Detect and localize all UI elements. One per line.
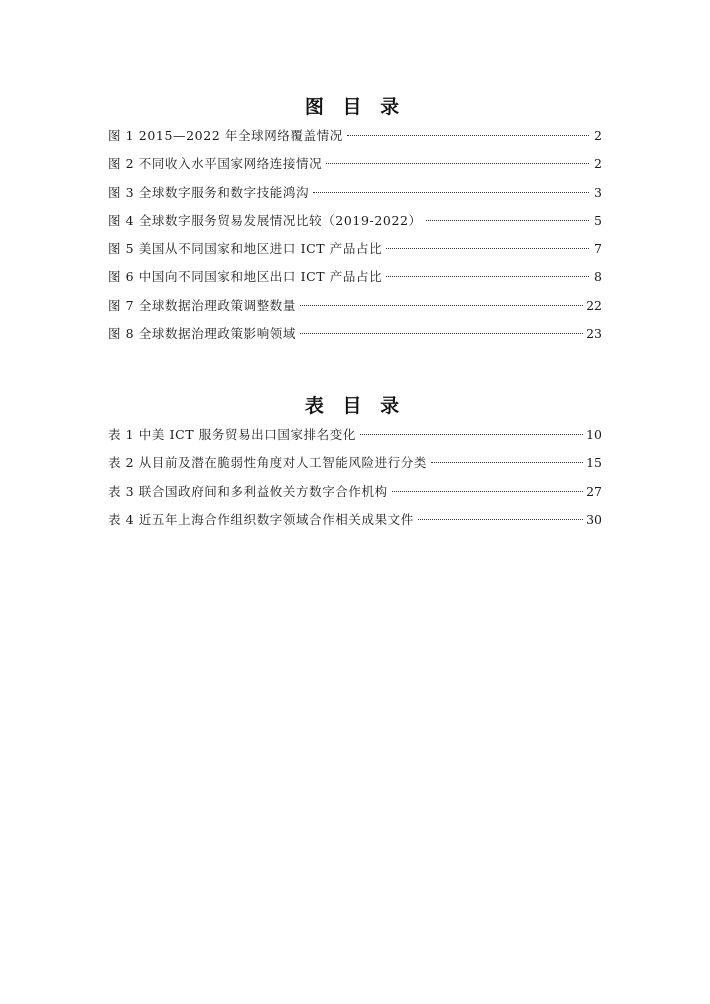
table-toc-title: 表 目 录 [304, 395, 406, 417]
toc-entry-label: 图 6 中国向不同国家和地区出口 ICT 产品占比 [108, 269, 383, 285]
toc-dot-leader [386, 248, 589, 249]
toc-page-number: 2 [594, 156, 602, 172]
table-toc-list [108, 421, 602, 534]
toc-dot-leader [300, 333, 583, 334]
toc-page-number: 15 [586, 455, 602, 471]
toc-page-number: 27 [586, 483, 602, 499]
figure-toc-entry[interactable] [108, 179, 602, 207]
toc-entry-label: 图 2 不同收入水平国家网络连接情况 [108, 156, 323, 172]
toc-page-number: 7 [594, 241, 602, 257]
toc-entry-label: 表 2 从目前及潜在脆弱性角度对人工智能风险进行分类 [108, 455, 428, 471]
figure-toc-entry[interactable] [108, 207, 602, 235]
toc-page-number: 2 [594, 128, 602, 143]
toc-dot-leader [326, 163, 589, 164]
figure-toc-list [108, 122, 602, 348]
toc-entry-label: 表 1 中美 ICT 服务贸易出口国家排名变化 [108, 427, 356, 442]
toc-page-number: 30 [586, 511, 602, 527]
toc-page-number: 22 [586, 297, 602, 313]
toc-entry-label: 图 1 2015—2022 年全球网络覆盖情况 [108, 128, 343, 143]
toc-entry-label: 图 3 全球数字服务和数字技能鸿沟 [108, 184, 310, 200]
toc-entry-label: 图 8 全球数据治理政策影响领域 [108, 326, 297, 342]
toc-entry-label: 表 3 联合国政府间和多利益攸关方数字合作机构 [108, 483, 388, 499]
toc-dot-leader [392, 491, 583, 492]
toc-dot-leader [300, 305, 583, 306]
toc-page-number: 5 [594, 212, 602, 228]
table-toc-entry[interactable] [108, 478, 602, 506]
figure-toc-entry[interactable] [108, 235, 602, 263]
figure-toc-title: 图 目 录 [304, 96, 406, 118]
toc-entry-label: 图 4 全球数字服务贸易发展情况比较（2019-2022） [108, 212, 422, 228]
toc-dot-leader [426, 220, 589, 221]
toc-dot-leader [418, 519, 583, 520]
toc-entry-label: 图 7 全球数据治理政策调整数量 [108, 297, 297, 313]
toc-dot-leader [347, 135, 589, 136]
table-toc-entry[interactable] [108, 506, 602, 534]
figure-toc-entry[interactable] [108, 150, 602, 178]
toc-dot-leader [431, 462, 583, 463]
toc-page-number: 10 [586, 427, 602, 442]
figure-toc-entry[interactable] [108, 292, 602, 320]
figure-toc-entry[interactable] [108, 320, 602, 348]
toc-dot-leader [386, 276, 589, 277]
toc-page-number: 23 [586, 326, 602, 342]
table-toc-entry[interactable] [108, 449, 602, 477]
toc-entry-label: 表 4 近五年上海合作组织数字领域合作相关成果文件 [108, 511, 414, 527]
table-toc-entry[interactable] [108, 421, 602, 449]
toc-dot-leader [313, 192, 589, 193]
toc-page-number: 8 [594, 269, 602, 285]
toc-page-number: 3 [594, 184, 602, 200]
figure-toc-entry[interactable] [108, 122, 602, 150]
toc-entry-label: 图 5 美国从不同国家和地区进口 ICT 产品占比 [108, 241, 383, 257]
toc-dot-leader [360, 434, 583, 435]
figure-toc-entry[interactable] [108, 263, 602, 291]
